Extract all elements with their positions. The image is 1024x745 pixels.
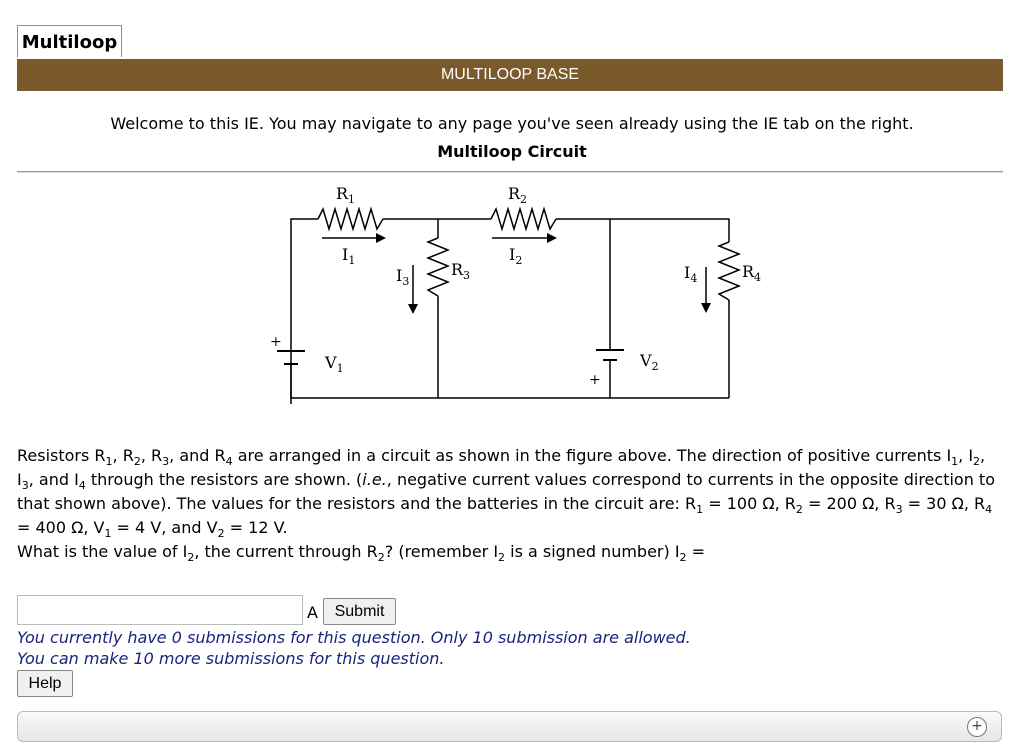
label-i1: $I_1$ [342, 245, 356, 267]
divider [17, 171, 1003, 173]
question-text: What is the value of $I_2$, the current through $R_2$? (remember $I_2$ is a signed number) $I_2$ = [17, 542, 706, 565]
help-button[interactable]: Help [17, 670, 73, 697]
label-i3: $I_3$ [396, 266, 410, 288]
resistor-r2 [491, 209, 556, 229]
welcome-text: Welcome to this IE. You may navigate to any page you've seen already using the IE tab on the right. [110, 114, 914, 133]
resistor-r4 [719, 242, 739, 300]
label-r3: $R_3$ [451, 260, 471, 282]
plus-sign-v2: + [589, 372, 601, 388]
label-i2: $I_2$ [509, 245, 523, 267]
collapsible-panel[interactable] [17, 711, 1002, 742]
submit-button[interactable]: Submit [323, 598, 396, 625]
plus-sign-v1: + [270, 334, 282, 350]
resistor-r3 [428, 238, 448, 296]
circuit-title: Multiloop Circuit [437, 142, 587, 161]
submission-remaining-note: You can make 10 more submissions for this question. [17, 649, 445, 668]
problem-text: Resistors $R_1$, $R_2$, $R_3$, and $R_4$ are arranged in a circuit as shown in the figure above. The direction of positive currents $I_1$, $I_2$, $I_3$, and $I_4$ through the resistors are shown. (i.e., negative current values correspond to currents in the opposite direction to that shown above). The values for the resistors and the batteries in the circuit are: $R_1 = 100$ Ω, $R_2 = 200$ Ω, $R_3 = 30$ Ω, $R_4 = 400$ Ω, $V_1 = 4$ V, and $V_2 = 12$ V. What is the value of $I_2$, the current through $R_2$? (remember $I_2$ is a signed number) $I_2$ = [17, 446, 995, 565]
wire [291, 364, 729, 398]
unit-label: A [307, 603, 318, 622]
resistor-r1 [318, 209, 383, 229]
wire [291, 219, 318, 404]
label-v1: $V_1$ [325, 353, 344, 375]
plus-circle-icon[interactable]: + [967, 717, 987, 737]
answer-input[interactable] [17, 595, 303, 625]
label-i4: $I_4$ [684, 263, 698, 285]
label-v2: $V_2$ [640, 351, 659, 373]
submission-count-note: You currently have 0 submissions for this question. Only 10 submission are allowed. [17, 628, 691, 647]
page-banner: MULTILOOP BASE [17, 59, 1003, 91]
label-r4: $R_4$ [742, 262, 762, 284]
label-r2: $R_2$ [508, 184, 528, 206]
circuit-diagram [0, 180, 1024, 410]
label-r1: $R_1$ [336, 184, 356, 206]
tab-multiloop[interactable]: Multiloop [17, 25, 122, 57]
wire [556, 219, 729, 242]
